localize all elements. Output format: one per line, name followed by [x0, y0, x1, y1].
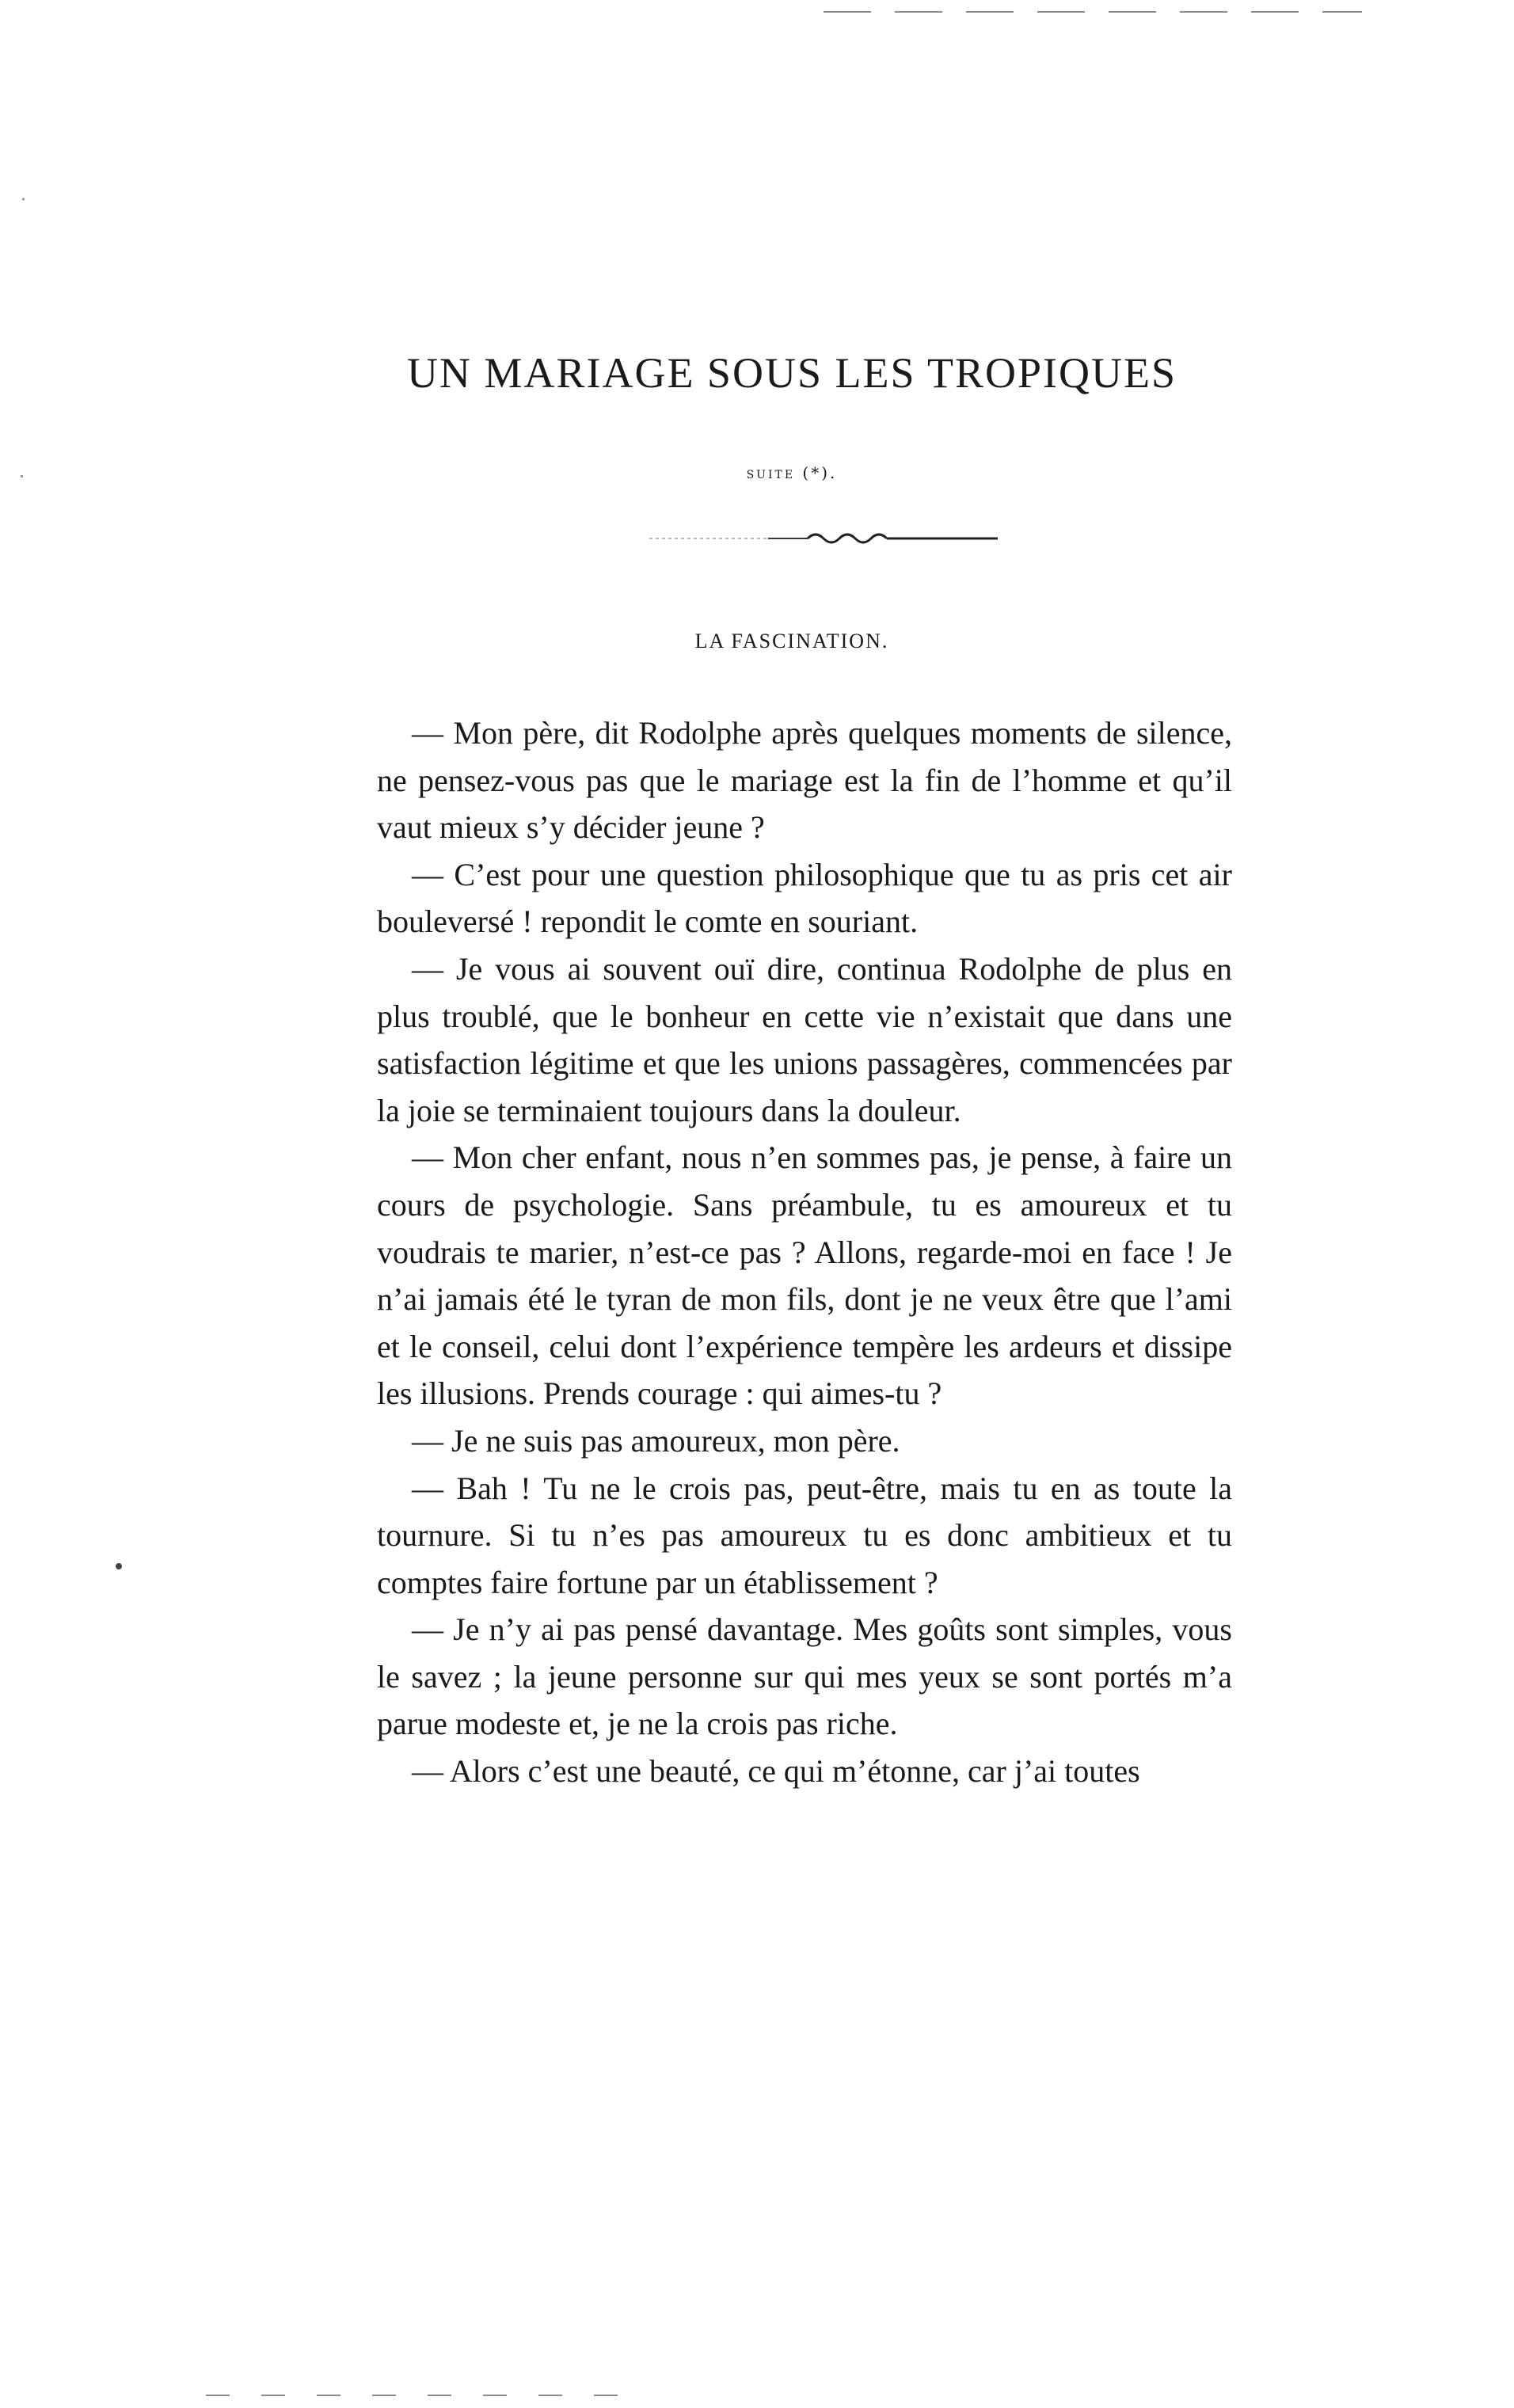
- paragraph: — Alors c’est une beauté, ce qui m’étonne, car j’ai toutes: [412, 1753, 1140, 1790]
- body-text: [377, 709, 1232, 1795]
- paragraph: — Bah ! Tu ne le crois pas, peut-être, mais tu en as toute la tournure. Si tu n’es pas amoureux tu es donc ambitieux et tu comptes faire fortune par un établissement ?: [377, 1470, 1232, 1600]
- paragraph: — Je vous ai souvent ouï dire, continua Rodolphe de plus en plus troublé, que le bonheur en cette vie n’existait que dans une satisfaction légitime et que les unions passagères, commencées par la joie se terminaient toujours dans la douleur.: [377, 950, 1232, 1128]
- paragraph: — Je ne suis pas amoureux, mon père.: [412, 1422, 900, 1459]
- paragraph: — Mon père, dit Rodolphe après quelques moments de silence, ne pensez-vous pas que le mariage est la fin de l’homme et qu’il vaut mieux s’y décider jeune ?: [377, 715, 1232, 846]
- paragraph: — Je n’y ai pas pensé davantage. Mes goûts sont simples, vous le savez ; la jeune personne sur qui mes yeux se sont portés m’a parue modeste et, je ne la crois pas riche.: [377, 1611, 1232, 1742]
- section-heading: LA FASCINATION.: [694, 630, 889, 652]
- article-title: UN MARIAGE SOUS LES TROPIQUES: [406, 349, 1177, 397]
- scan-speck: [116, 1563, 122, 1569]
- continuation-note: suite (*).: [746, 463, 838, 482]
- ornament-divider-icon: [649, 527, 998, 550]
- paragraph: — Mon cher enfant, nous n’en sommes pas, je pense, à faire un cours de psychologie. Sans préambule, tu es amoureux et tu voudrais te marier, n’est-ce pas ? Allons, regarde-moi en face ! Je n’ai jamais été le tyran de mon fils, dont je ne veux être que l’ami et le conseil, celui dont l’expérience tempère les ardeurs et dissipe les illusions. Prends courage : qui aimes-tu ?: [377, 1139, 1232, 1412]
- scan-edge-top: [824, 11, 1362, 13]
- paragraph: — C’est pour une question philosophique que tu as pris cet air bouleversé ! repondit le comte en souriant.: [377, 856, 1232, 940]
- scan-speck: [21, 475, 23, 477]
- scan-edge-bottom: [206, 2395, 618, 2396]
- scan-speck: [22, 198, 25, 200]
